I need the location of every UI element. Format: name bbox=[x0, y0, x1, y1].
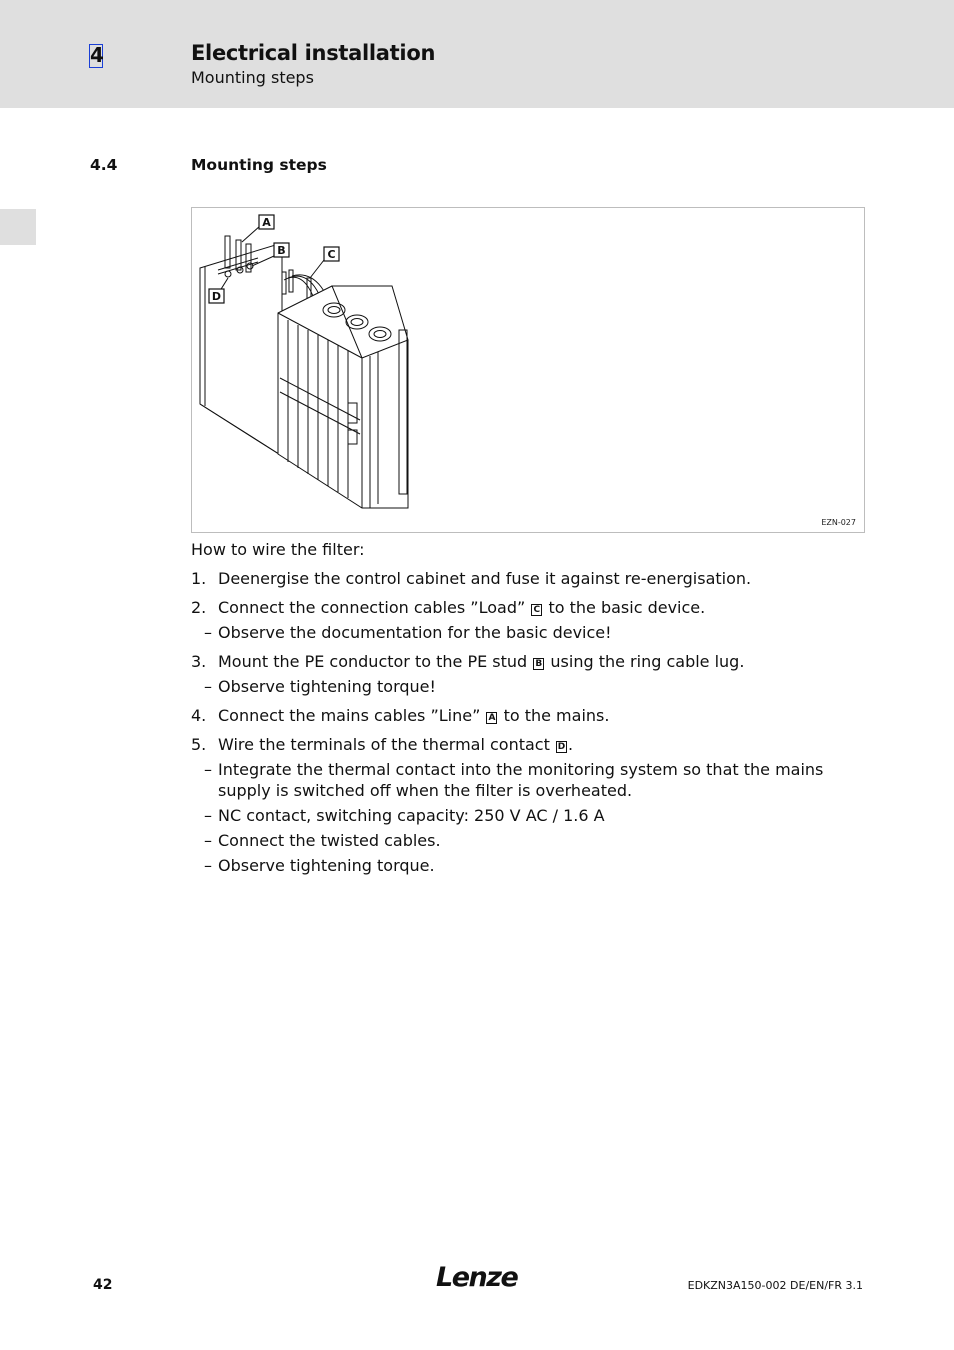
chapter-title: Electrical installation bbox=[191, 41, 436, 65]
sub-item: – Observe the documentation for the basic device! bbox=[204, 623, 612, 642]
sub-text: NC contact, switching capacity: 250 V AC / 1.6 A bbox=[218, 806, 605, 825]
sub-text: Observe the documentation for the basic device! bbox=[218, 623, 612, 642]
chapter-number[interactable]: 4 bbox=[90, 43, 104, 67]
step-text: Connect the mains cables ”Line” bbox=[218, 706, 481, 725]
sub-item: – Connect the twisted cables. bbox=[204, 831, 441, 850]
figure-id: EZN-027 bbox=[821, 518, 856, 527]
sub-text: Observe tightening torque! bbox=[218, 677, 436, 696]
sub-item: – Observe tightening torque. bbox=[204, 856, 435, 875]
sub-text: Observe tightening torque. bbox=[218, 856, 435, 875]
label-c: C bbox=[327, 248, 336, 261]
step-number: 5. bbox=[191, 735, 207, 754]
label-a: A bbox=[262, 216, 271, 229]
sub-text: Connect the twisted cables. bbox=[218, 831, 441, 850]
step-text: Deenergise the control cabinet and fuse it against re-energisation. bbox=[218, 569, 752, 588]
step-4 bbox=[191, 705, 863, 726]
step-2 bbox=[191, 597, 863, 618]
header-band bbox=[0, 0, 954, 108]
section-title: Mounting steps bbox=[191, 156, 327, 174]
step-number: 1. bbox=[191, 569, 207, 588]
sub-item: – Observe tightening torque! bbox=[204, 677, 436, 696]
page-number: 42 bbox=[93, 1277, 113, 1293]
step-number: 4. bbox=[191, 706, 207, 725]
key-b: B bbox=[533, 658, 544, 670]
step-text-end: using the ring cable lug. bbox=[550, 652, 745, 671]
step-text: Mount the PE conductor to the PE stud bbox=[218, 652, 528, 671]
instructions bbox=[191, 537, 863, 876]
step-text-end: to the mains. bbox=[503, 706, 610, 725]
step-text: Connect the connection cables ”Load” bbox=[218, 598, 526, 617]
label-b: B bbox=[277, 244, 286, 257]
step-5 bbox=[191, 734, 863, 755]
chapter-subtitle: Mounting steps bbox=[191, 68, 314, 87]
intro-text: How to wire the filter: bbox=[191, 540, 365, 559]
step-3 bbox=[191, 651, 863, 672]
key-d: D bbox=[557, 742, 566, 752]
document-id: EDKZN3A150-002 DE/EN/FR 3.1 bbox=[687, 1279, 863, 1292]
step-text: Wire the terminals of the thermal contact bbox=[218, 735, 550, 754]
sub-item: – NC contact, switching capacity: 250 V AC / 1.6 A bbox=[204, 806, 605, 825]
lenze-logo: Lenze bbox=[436, 1262, 518, 1293]
filter-drawing bbox=[192, 208, 863, 531]
step-number: 3. bbox=[191, 652, 207, 671]
step-1 bbox=[191, 568, 863, 589]
sub-item: – Integrate the thermal contact into the monitoring system so that the mains supply is switched off when the filter is overheated. bbox=[204, 760, 824, 800]
mounting-figure bbox=[191, 207, 865, 533]
step-number: 2. bbox=[191, 598, 207, 617]
section-number: 4.4 bbox=[90, 156, 118, 174]
key-a: A bbox=[486, 712, 497, 724]
key-c: C bbox=[531, 604, 542, 616]
step-text-end: . bbox=[567, 735, 574, 754]
sub-text: Integrate the thermal contact into the monitoring system so that the mains supply is switched off when the filter is overheated. bbox=[218, 760, 824, 800]
label-d: D bbox=[211, 290, 222, 303]
side-tab-marker bbox=[0, 209, 36, 245]
step-text-end: to the basic device. bbox=[548, 598, 706, 617]
